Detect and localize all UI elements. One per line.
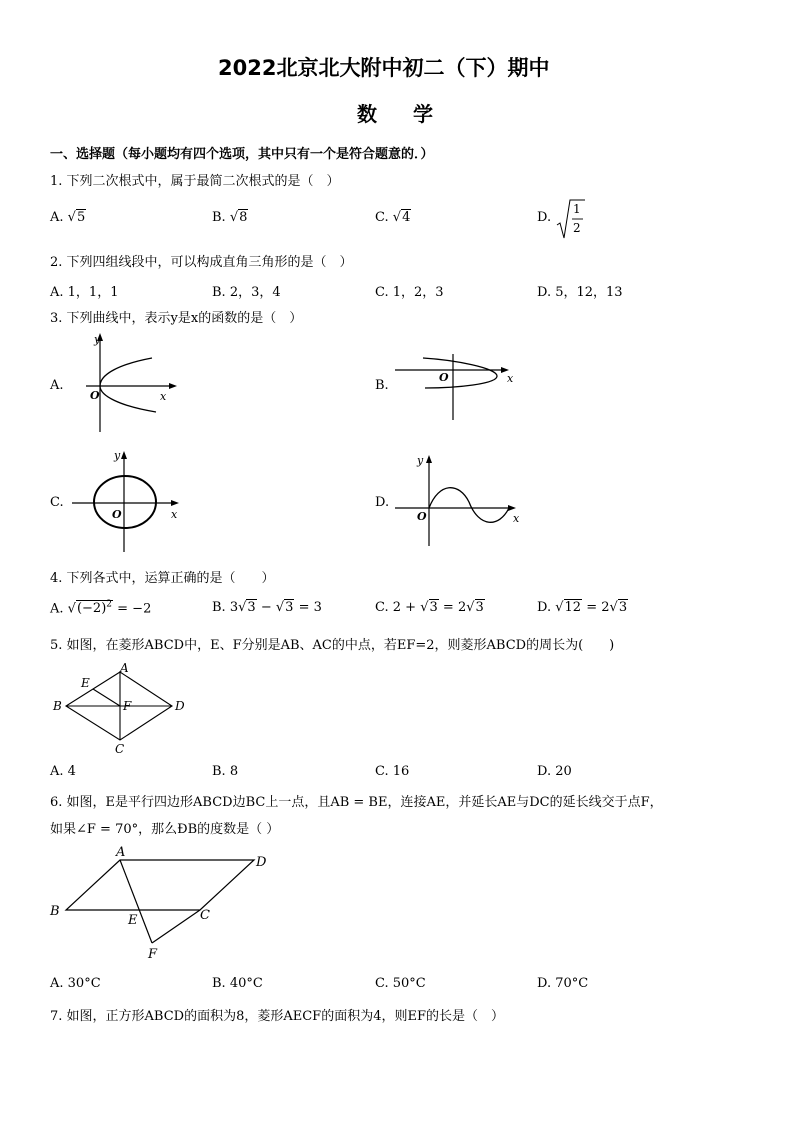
question-2-stem: 2. 下列四组线段中，可以构成直角三角形的是（ ） bbox=[50, 255, 353, 270]
q6-point-c: C bbox=[200, 908, 210, 923]
q2-option-b: B. 2，3，4 bbox=[212, 285, 281, 300]
q4-option-a: A. $√(-2)^2 = -2$ bbox=[50, 600, 152, 617]
q3-d-y-label: y bbox=[417, 454, 424, 467]
q6-point-a: A bbox=[116, 845, 126, 860]
q3-b-origin: O bbox=[439, 371, 449, 384]
q3-option-a-label: A. bbox=[50, 378, 64, 393]
q5-point-c: C bbox=[115, 742, 125, 756]
q3-c-y-label: y bbox=[114, 449, 121, 462]
q3-c-origin: O bbox=[112, 508, 122, 521]
q6-point-d: D bbox=[256, 855, 267, 870]
question-7-stem: 7. 如图，正方形ABCD的面积为8，菱形AECF的面积为4，则EF的长是（ ） bbox=[50, 1009, 504, 1024]
q4-option-d: D. √12 = 2√3 bbox=[537, 600, 628, 615]
q5-rhombus-figure bbox=[50, 660, 200, 760]
q6-point-f: F bbox=[148, 947, 158, 962]
q5-option-c: C. 16 bbox=[375, 764, 410, 779]
q3-a-origin: O bbox=[90, 389, 100, 402]
q6-option-d: D. 70°C bbox=[537, 976, 589, 991]
q3-option-c-label: C. bbox=[50, 495, 64, 510]
q6-point-e: E bbox=[128, 913, 138, 928]
q3-graph-b bbox=[395, 348, 535, 428]
q6-option-c: C. 50°C bbox=[375, 976, 426, 991]
question-1-stem: 1. 下列二次根式中，属于最简二次根式的是（ ） bbox=[50, 174, 340, 189]
q1-option-b: B. √8 bbox=[212, 210, 248, 225]
q3-option-d-label: D. bbox=[375, 495, 390, 510]
q5-point-a: A bbox=[120, 661, 129, 675]
q3-d-origin: O bbox=[417, 510, 427, 523]
q1-option-a: A. √5 bbox=[50, 210, 86, 225]
q5-point-d: D bbox=[175, 699, 185, 713]
q4-option-b: B. 3√3 − √3 = 3 bbox=[212, 600, 322, 615]
q5-option-d: D. 20 bbox=[537, 764, 572, 779]
q6-point-b: B bbox=[50, 904, 60, 919]
q5-option-b: B. 8 bbox=[212, 764, 239, 779]
page-subject: 数学 bbox=[357, 102, 469, 126]
question-5-stem: 5. 如图，在菱形ABCD中，E、F分别是AB、AC的中点，若EF=2，则菱形ABCD的周长为( ) bbox=[50, 638, 615, 653]
section-heading: 一、选择题（每小题均有四个选项，其中只有一个是符合题意的．） bbox=[50, 147, 434, 162]
q6-option-b: B. 40°C bbox=[212, 976, 263, 991]
question-3-stem: 3. 下列曲线中，表示y是x的函数的是（ ） bbox=[50, 311, 303, 326]
q1-option-d: D. bbox=[537, 210, 552, 225]
question-4-stem: 4. 下列各式中，运算正确的是（ ） bbox=[50, 571, 275, 586]
page-title: 2022北京北大附中初二（下）期中 bbox=[218, 56, 550, 80]
q3-graph-c bbox=[68, 448, 198, 558]
q3-c-x-label: x bbox=[171, 508, 178, 521]
q5-option-a: A. 4 bbox=[50, 764, 76, 779]
q2-option-d: D. 5，12，13 bbox=[537, 285, 623, 300]
q3-option-b-label: B. bbox=[375, 378, 389, 393]
q2-option-c: C. 1，2，3 bbox=[375, 285, 444, 300]
q4-option-c: C. 2 + √3 = 2√3 bbox=[375, 600, 484, 615]
q5-point-f: F bbox=[123, 699, 132, 713]
q5-point-e: E bbox=[81, 676, 90, 690]
q3-a-y-label: y bbox=[94, 333, 101, 346]
q3-graph-d bbox=[395, 452, 535, 552]
question-6-stem-line1: 6. 如图，E是平行四边形ABCD边BC上一点，且AB = BE，连接AE，并延长AE与DC的延长线交于点F， bbox=[50, 795, 663, 810]
q2-option-a: A. 1，1，1 bbox=[50, 285, 119, 300]
q6-parallelogram-figure bbox=[48, 842, 288, 962]
q5-point-b: B bbox=[53, 699, 62, 713]
q1-option-c: C. √4 bbox=[375, 210, 411, 225]
q3-a-x-label: x bbox=[160, 390, 167, 403]
q3-d-x-label: x bbox=[513, 512, 520, 525]
q6-option-a: A. 30°C bbox=[50, 976, 101, 991]
q1-option-d-fraction-radical: 1 2 bbox=[556, 198, 586, 242]
q3-graph-a bbox=[80, 330, 200, 440]
q3-b-x-label: x bbox=[507, 372, 514, 385]
question-6-stem-line2: 如果∠F = 70°，那么ÐB的度数是（ ） bbox=[50, 822, 280, 837]
